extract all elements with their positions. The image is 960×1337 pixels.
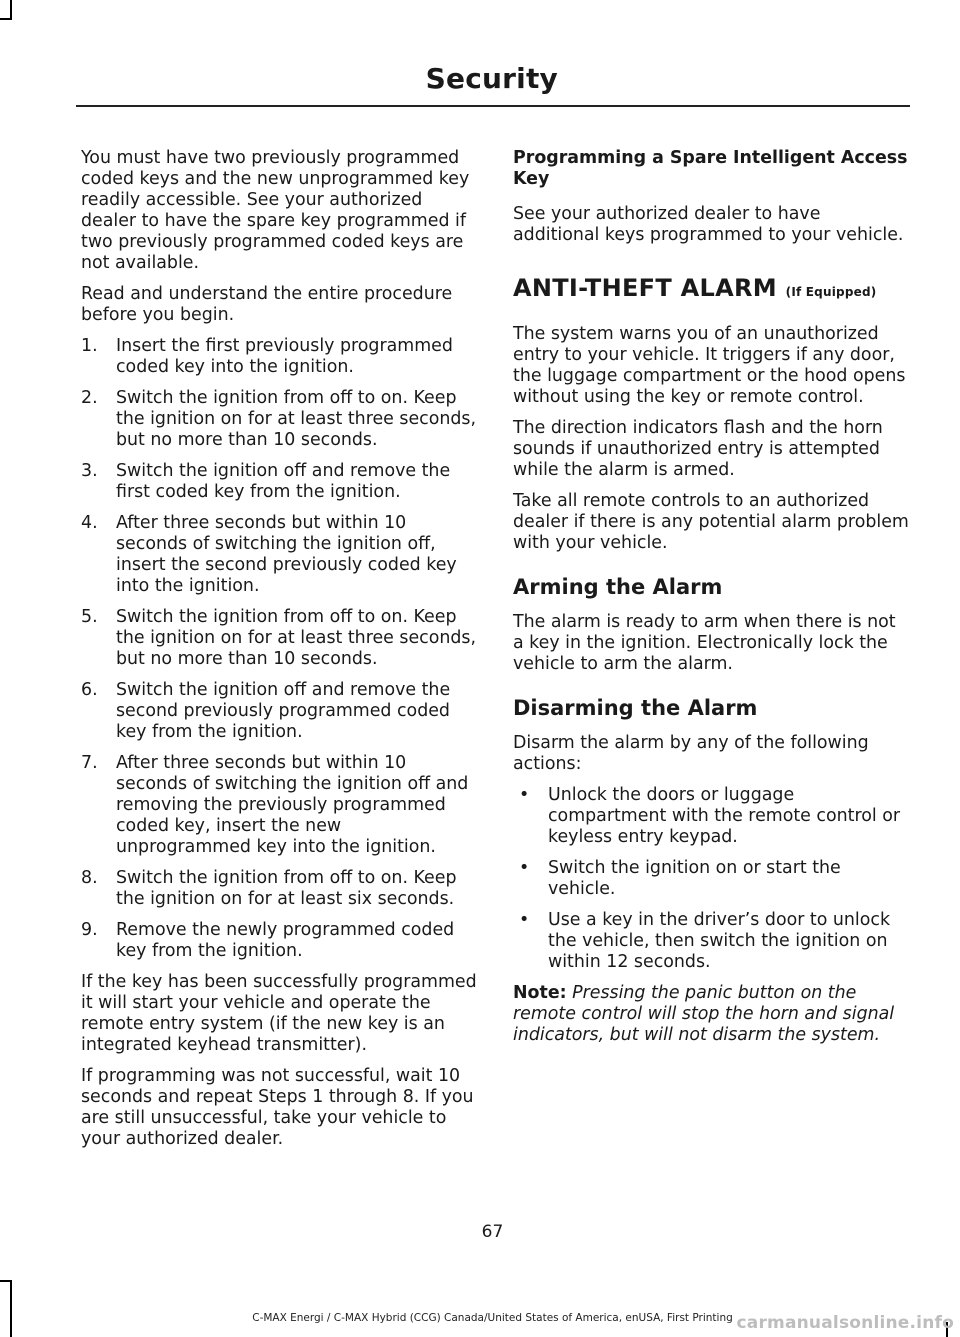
intro-paragraph: You must have two previously programmed coded keys and the new unprogrammed key readily accessible. See your authorized dealer to have the spare key programmed if two previously programmed coded keys are not available. <box>81 148 470 273</box>
alarm-paragraph-3: Take all remote controls to an authorized dealer if there is any potential alarm problem with your vehicle. <box>513 491 909 553</box>
equipment-qualifier: (If Equipped) <box>785 285 877 299</box>
header-divider <box>76 105 910 107</box>
step-number: 2. <box>81 388 98 408</box>
step-number: 7. <box>81 753 98 773</box>
step-number: 4. <box>81 513 98 533</box>
step-number: 8. <box>81 868 98 888</box>
page-title: Security <box>425 62 558 95</box>
alarm-paragraph-2: The direction indicators flash and the horn sounds if unauthorized entry is attempted while the alarm is armed. <box>513 418 883 480</box>
bullet-text: Switch the ignition on or start the vehicle. <box>548 858 841 899</box>
procedure-steps <box>81 336 477 962</box>
step-text: Remove the newly programmed coded key from the ignition. <box>116 920 455 961</box>
list-item <box>513 858 909 900</box>
note-text: Pressing the panic button on the remote control will stop the horn and signal indicators, but will not disarm the system. <box>513 983 895 1045</box>
step-text: Switch the ignition from off to on. Keep the ignition on for at least six seconds. <box>116 868 457 909</box>
alarm-paragraph-1: The system warns you of an unauthorized entry to your vehicle. It triggers if any door, the luggage compartment or the hood opens without using the key or remote control. <box>513 324 906 407</box>
page-number: 67 <box>481 1222 504 1242</box>
bullet-text: Use a key in the driver’s door to unlock the vehicle, then switch the ignition on within 12 seconds. <box>548 910 891 972</box>
bullet-text: Unlock the doors or luggage compartment with the remote control or keyless entry keypad. <box>548 785 900 847</box>
arming-paragraph: The alarm is ready to arm when there is not a key in the ignition. Electronically lock the vehicle to arm the alarm. <box>513 612 896 674</box>
crop-mark-top-left <box>10 0 12 20</box>
arming-heading: Arming the Alarm <box>513 575 723 599</box>
step-text: Switch the ignition from off to on. Keep the ignition on for at least three seconds, but no more than 10 seconds. <box>116 388 477 450</box>
step-number: 1. <box>81 336 98 356</box>
bullet-icon: • <box>519 785 530 805</box>
anti-theft-heading-text: ANTI-THEFT ALARM <box>513 274 777 302</box>
success-paragraph: If the key has been successfully programmed it will start your vehicle and operate the remote entry system (if the new key is an integrated keyhead transmitter). <box>81 972 477 1055</box>
list-item <box>81 680 477 743</box>
failure-paragraph: If programming was not successful, wait 10 seconds and repeat Steps 1 through 8. If you are still unsuccessful, take your vehicle to your authorized dealer. <box>81 1066 474 1149</box>
note-label: Note: <box>513 983 567 1003</box>
disarming-heading: Disarming the Alarm <box>513 696 758 720</box>
step-text: After three seconds but within 10 seconds of switching the ignition off and removing the previously programmed coded key, insert the new unprogrammed key into the ignition. <box>116 753 469 857</box>
list-item <box>513 910 909 973</box>
procedure-note: Read and understand the entire procedure before you begin. <box>81 284 453 325</box>
list-item <box>81 607 477 670</box>
disarming-intro: Disarm the alarm by any of the following actions: <box>513 733 869 774</box>
list-item <box>81 461 477 503</box>
step-number: 3. <box>81 461 98 481</box>
list-item <box>81 336 477 378</box>
disarming-actions <box>513 785 909 973</box>
list-item <box>81 513 477 597</box>
crop-mark-top-left-horizontal <box>0 18 12 20</box>
crop-mark-bottom-left <box>10 1280 12 1337</box>
footer-text: C-MAX Energi / C-MAX Hybrid (CCG) Canada/United States of America, enUSA, First Printing <box>252 1312 733 1324</box>
watermark: carmanualsonline.info <box>736 1313 954 1333</box>
list-item <box>513 785 909 848</box>
spare-key-heading: Programming a Spare Intelligent Access Key <box>513 148 908 189</box>
step-number: 9. <box>81 920 98 940</box>
step-number: 6. <box>81 680 98 700</box>
note-paragraph <box>513 983 909 1046</box>
list-item <box>81 868 477 910</box>
left-column <box>81 148 477 1160</box>
step-number: 5. <box>81 607 98 627</box>
list-item <box>81 920 477 962</box>
crop-mark-bottom-left-horizontal <box>0 1280 12 1282</box>
step-text: Switch the ignition off and remove the first coded key from the ignition. <box>116 461 451 502</box>
step-text: Switch the ignition from off to on. Keep the ignition on for at least three seconds, but no more than 10 seconds. <box>116 607 477 669</box>
step-text: Insert the first previously programmed coded key into the ignition. <box>116 336 453 377</box>
right-column <box>513 148 909 1056</box>
spare-key-paragraph: See your authorized dealer to have additional keys programmed to your vehicle. <box>513 204 904 245</box>
list-item <box>81 388 477 451</box>
list-item <box>81 753 477 858</box>
anti-theft-heading <box>513 274 909 306</box>
step-text: Switch the ignition off and remove the second previously programmed coded key from the ignition. <box>116 680 451 742</box>
bullet-icon: • <box>519 910 530 930</box>
step-text: After three seconds but within 10 seconds of switching the ignition off, insert the second previously coded key into the ignition. <box>116 513 457 596</box>
bullet-icon: • <box>519 858 530 878</box>
